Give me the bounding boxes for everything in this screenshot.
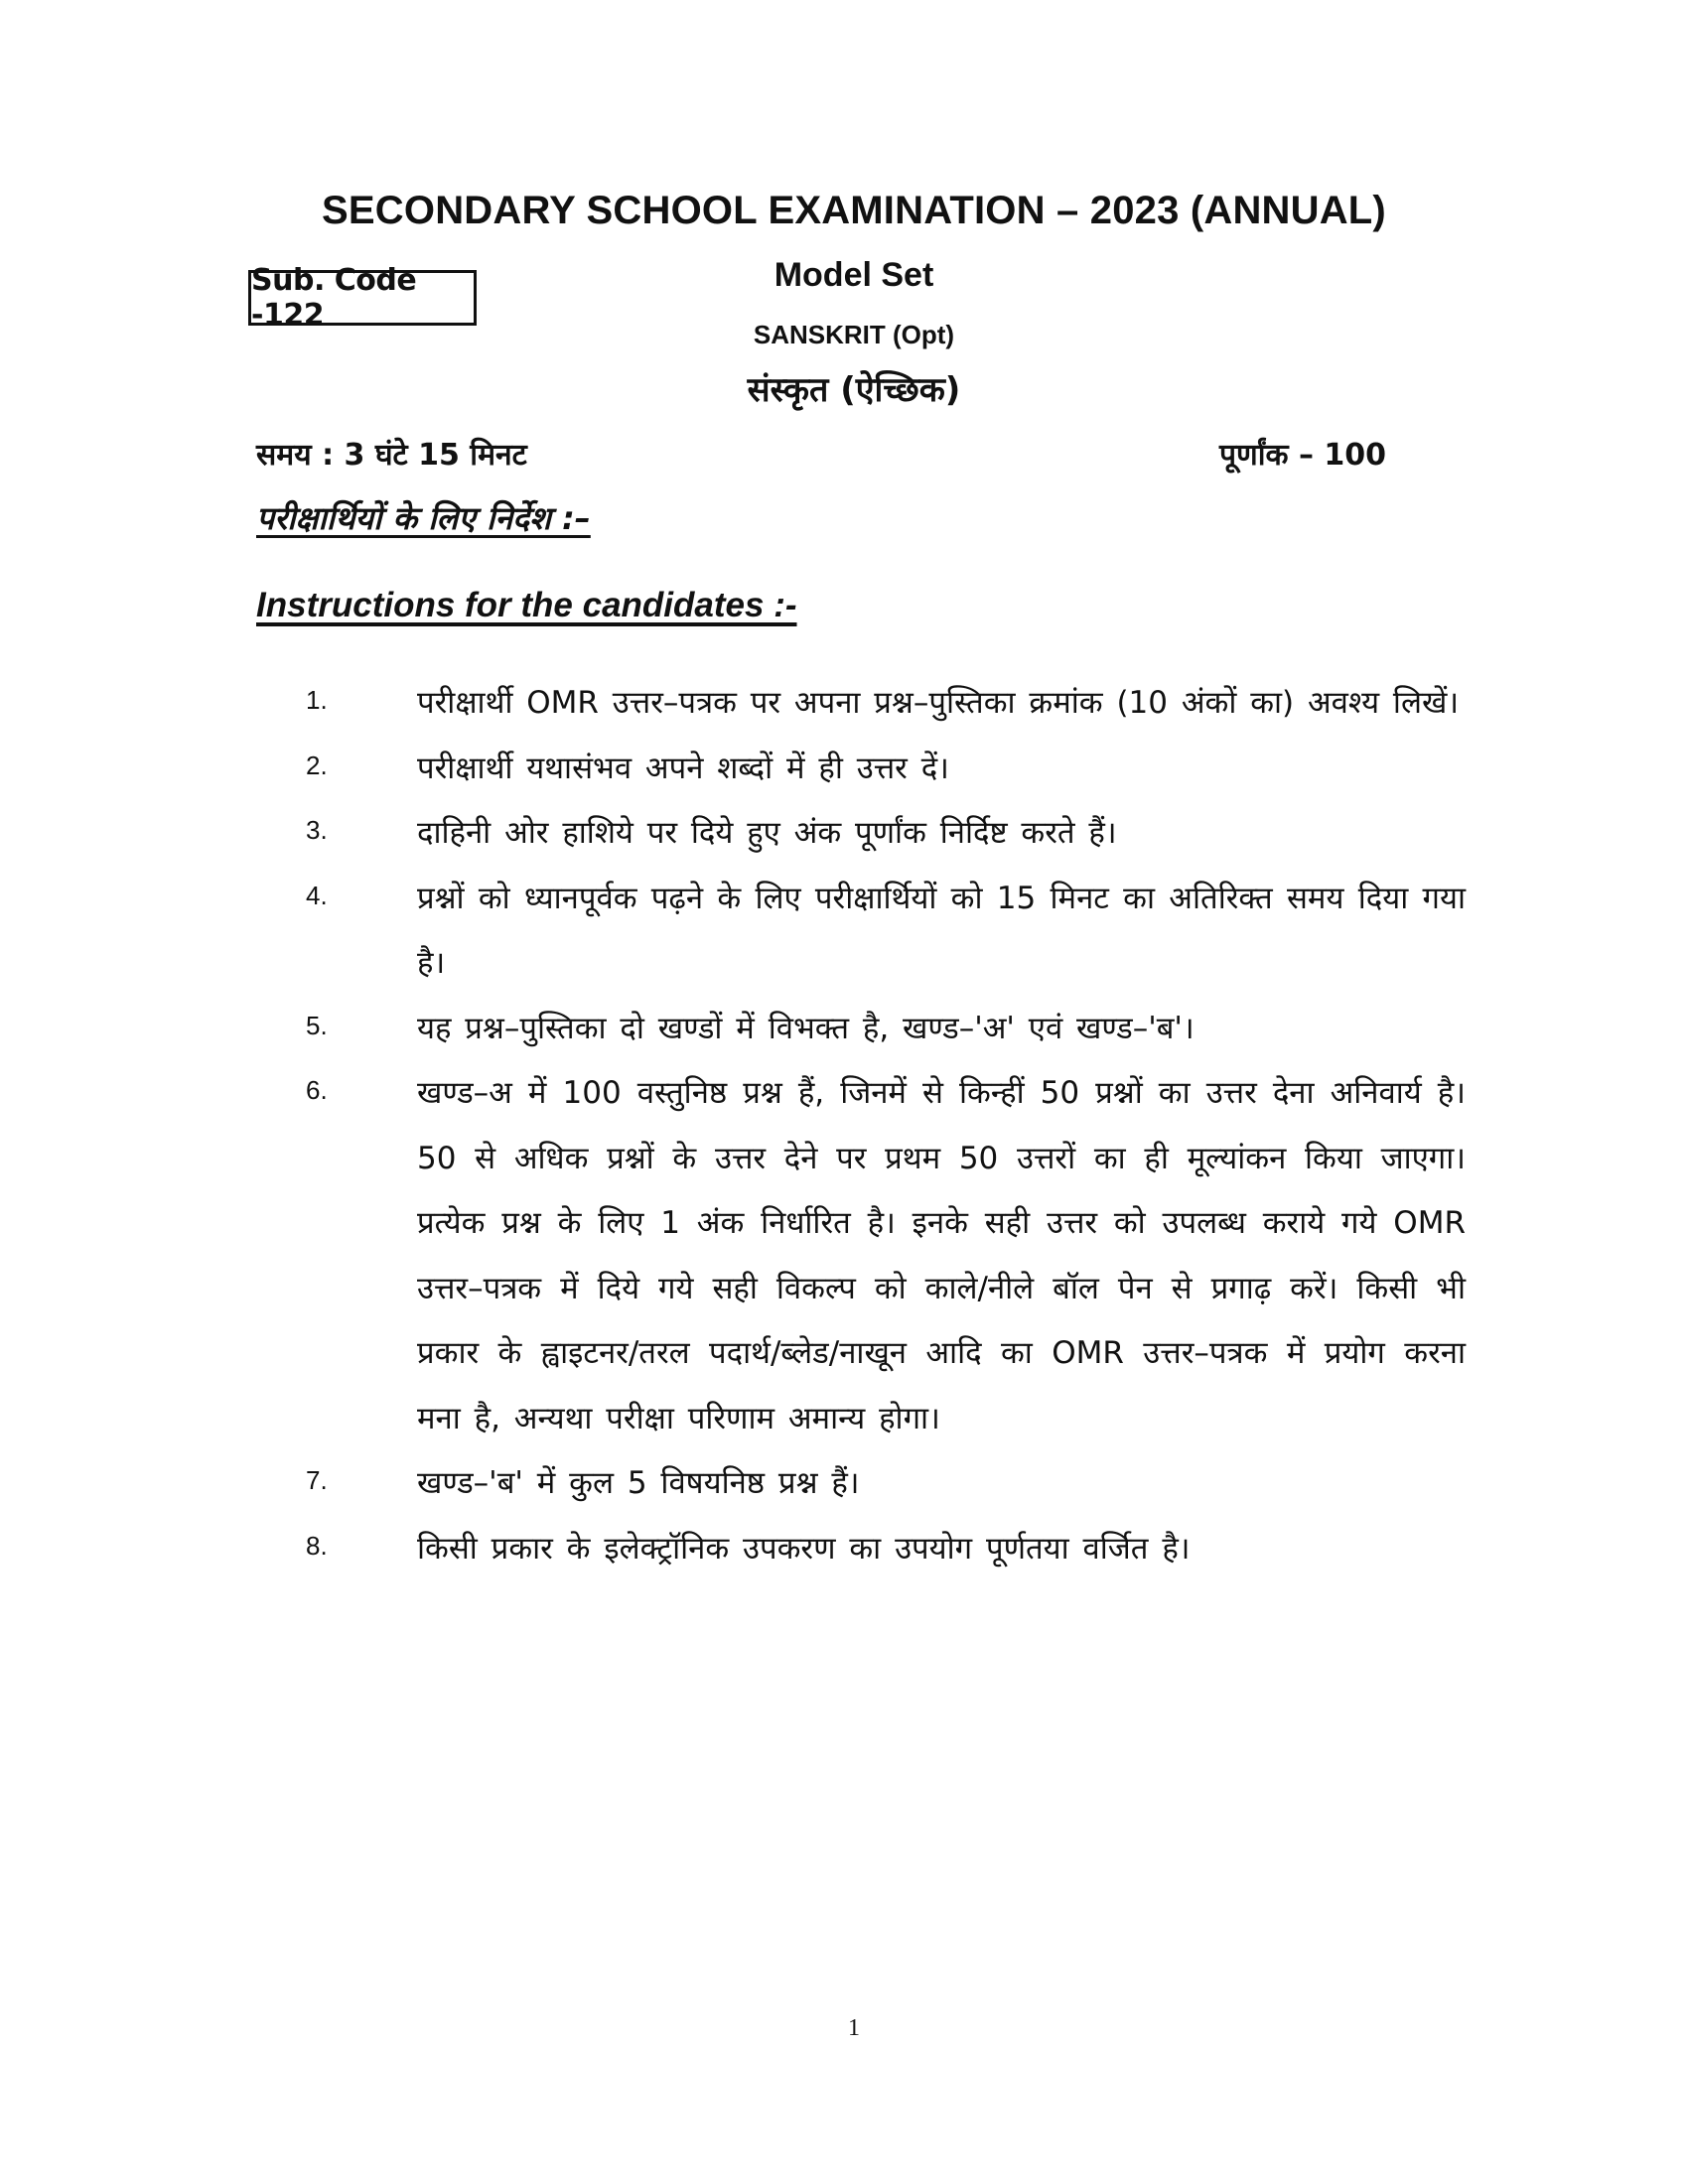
set-label: Model Set	[774, 256, 934, 294]
item-number: 8.	[306, 1530, 328, 1561]
subject-code: Sub. Code -122	[251, 263, 417, 333]
item-number: 7.	[306, 1465, 328, 1495]
instruction-item	[298, 867, 1466, 997]
item-number: 6.	[306, 1075, 328, 1105]
item-text: यह प्रश्न–पुस्तिका दो खण्डों में विभक्त है, खण्ड–'अ' एवं खण्ड–'ब'।	[417, 1010, 1195, 1046]
item-text: परीक्षार्थी OMR उत्तर–पत्रक पर अपना प्रश्न–पुस्तिका क्रमांक (10 अंकों का) अवश्य लिखें।	[417, 685, 1460, 721]
item-text: खण्ड–अ में 100 वस्तुनिष्ठ प्रश्न हैं, जिनमें से किन्हीं 50 प्रश्नों का उत्तर देना अनिवार्य है। 50 से अधिक प्रश्नों के उत्तर देने पर प्रथम 50 उत्तरों का ही मूल्यांकन किया जाएगा। प्रत्येक प्रश्न के लिए 1 अंक निर्धारित है। इनके सही उत्तर को उपलब्ध कराये गये OMR उत्तर–पत्रक में दिये गये सही विकल्प को काले/नीले बॉल पेन से प्रगाढ़ करें। किसी भी प्रकार के ह्वाइटनर/तरल पदार्थ/ब्लेड/नाखून आदि का OMR उत्तर–पत्रक में प्रयोग करना मना है, अन्यथा परीक्षा परिणाम अमान्य होगा।	[417, 1075, 1466, 1436]
item-text: किसी प्रकार के इलेक्ट्रॉनिक उपकरण का उपयोग पूर्णतया वर्जित है।	[417, 1530, 1191, 1567]
exam-duration: समय : 3 घंटे 15 मिनट	[256, 438, 527, 473]
full-marks: पूर्णांक – 100	[1219, 438, 1387, 473]
item-text: परीक्षार्थी यथासंभव अपने शब्दों में ही उत्तर दें।	[417, 750, 949, 786]
item-number: 3.	[306, 815, 328, 845]
instruction-item	[298, 1061, 1466, 1451]
item-number: 2.	[306, 750, 328, 780]
item-number: 5.	[306, 1010, 328, 1040]
instruction-item	[298, 997, 1466, 1062]
instruction-item	[298, 801, 1466, 867]
page-number: 1	[848, 2015, 860, 2041]
exam-title: SECONDARY SCHOOL EXAMINATION – 2023 (ANNUAL)	[322, 189, 1386, 232]
item-number: 1.	[306, 685, 328, 715]
item-number: 4.	[306, 880, 328, 910]
subject-hindi: संस्कृत (ऐच्छिक)	[747, 370, 961, 410]
item-text: प्रश्नों को ध्यानपूर्वक पढ़ने के लिए परीक्षार्थियों को 15 मिनट का अतिरिक्त समय दिया गया है।	[417, 880, 1466, 981]
subject-english: SANSKRIT (Opt)	[753, 320, 955, 349]
item-text: खण्ड–'ब' में कुल 5 विषयनिष्ठ प्रश्न हैं।	[417, 1465, 860, 1501]
instruction-item	[298, 1451, 1466, 1517]
instruction-item	[298, 671, 1466, 737]
instruction-item	[298, 1517, 1466, 1582]
instruction-item	[298, 737, 1466, 802]
instructions-heading-english: Instructions for the candidates :-	[256, 586, 797, 624]
instructions-list	[298, 671, 1466, 1581]
item-text: दाहिनी ओर हाशिये पर दिये हुए अंक पूर्णांक निर्दिष्ट करते हैं।	[417, 815, 1117, 851]
instructions-heading-hindi: परीक्षार्थियों के लिए निर्देश :–	[256, 499, 591, 537]
